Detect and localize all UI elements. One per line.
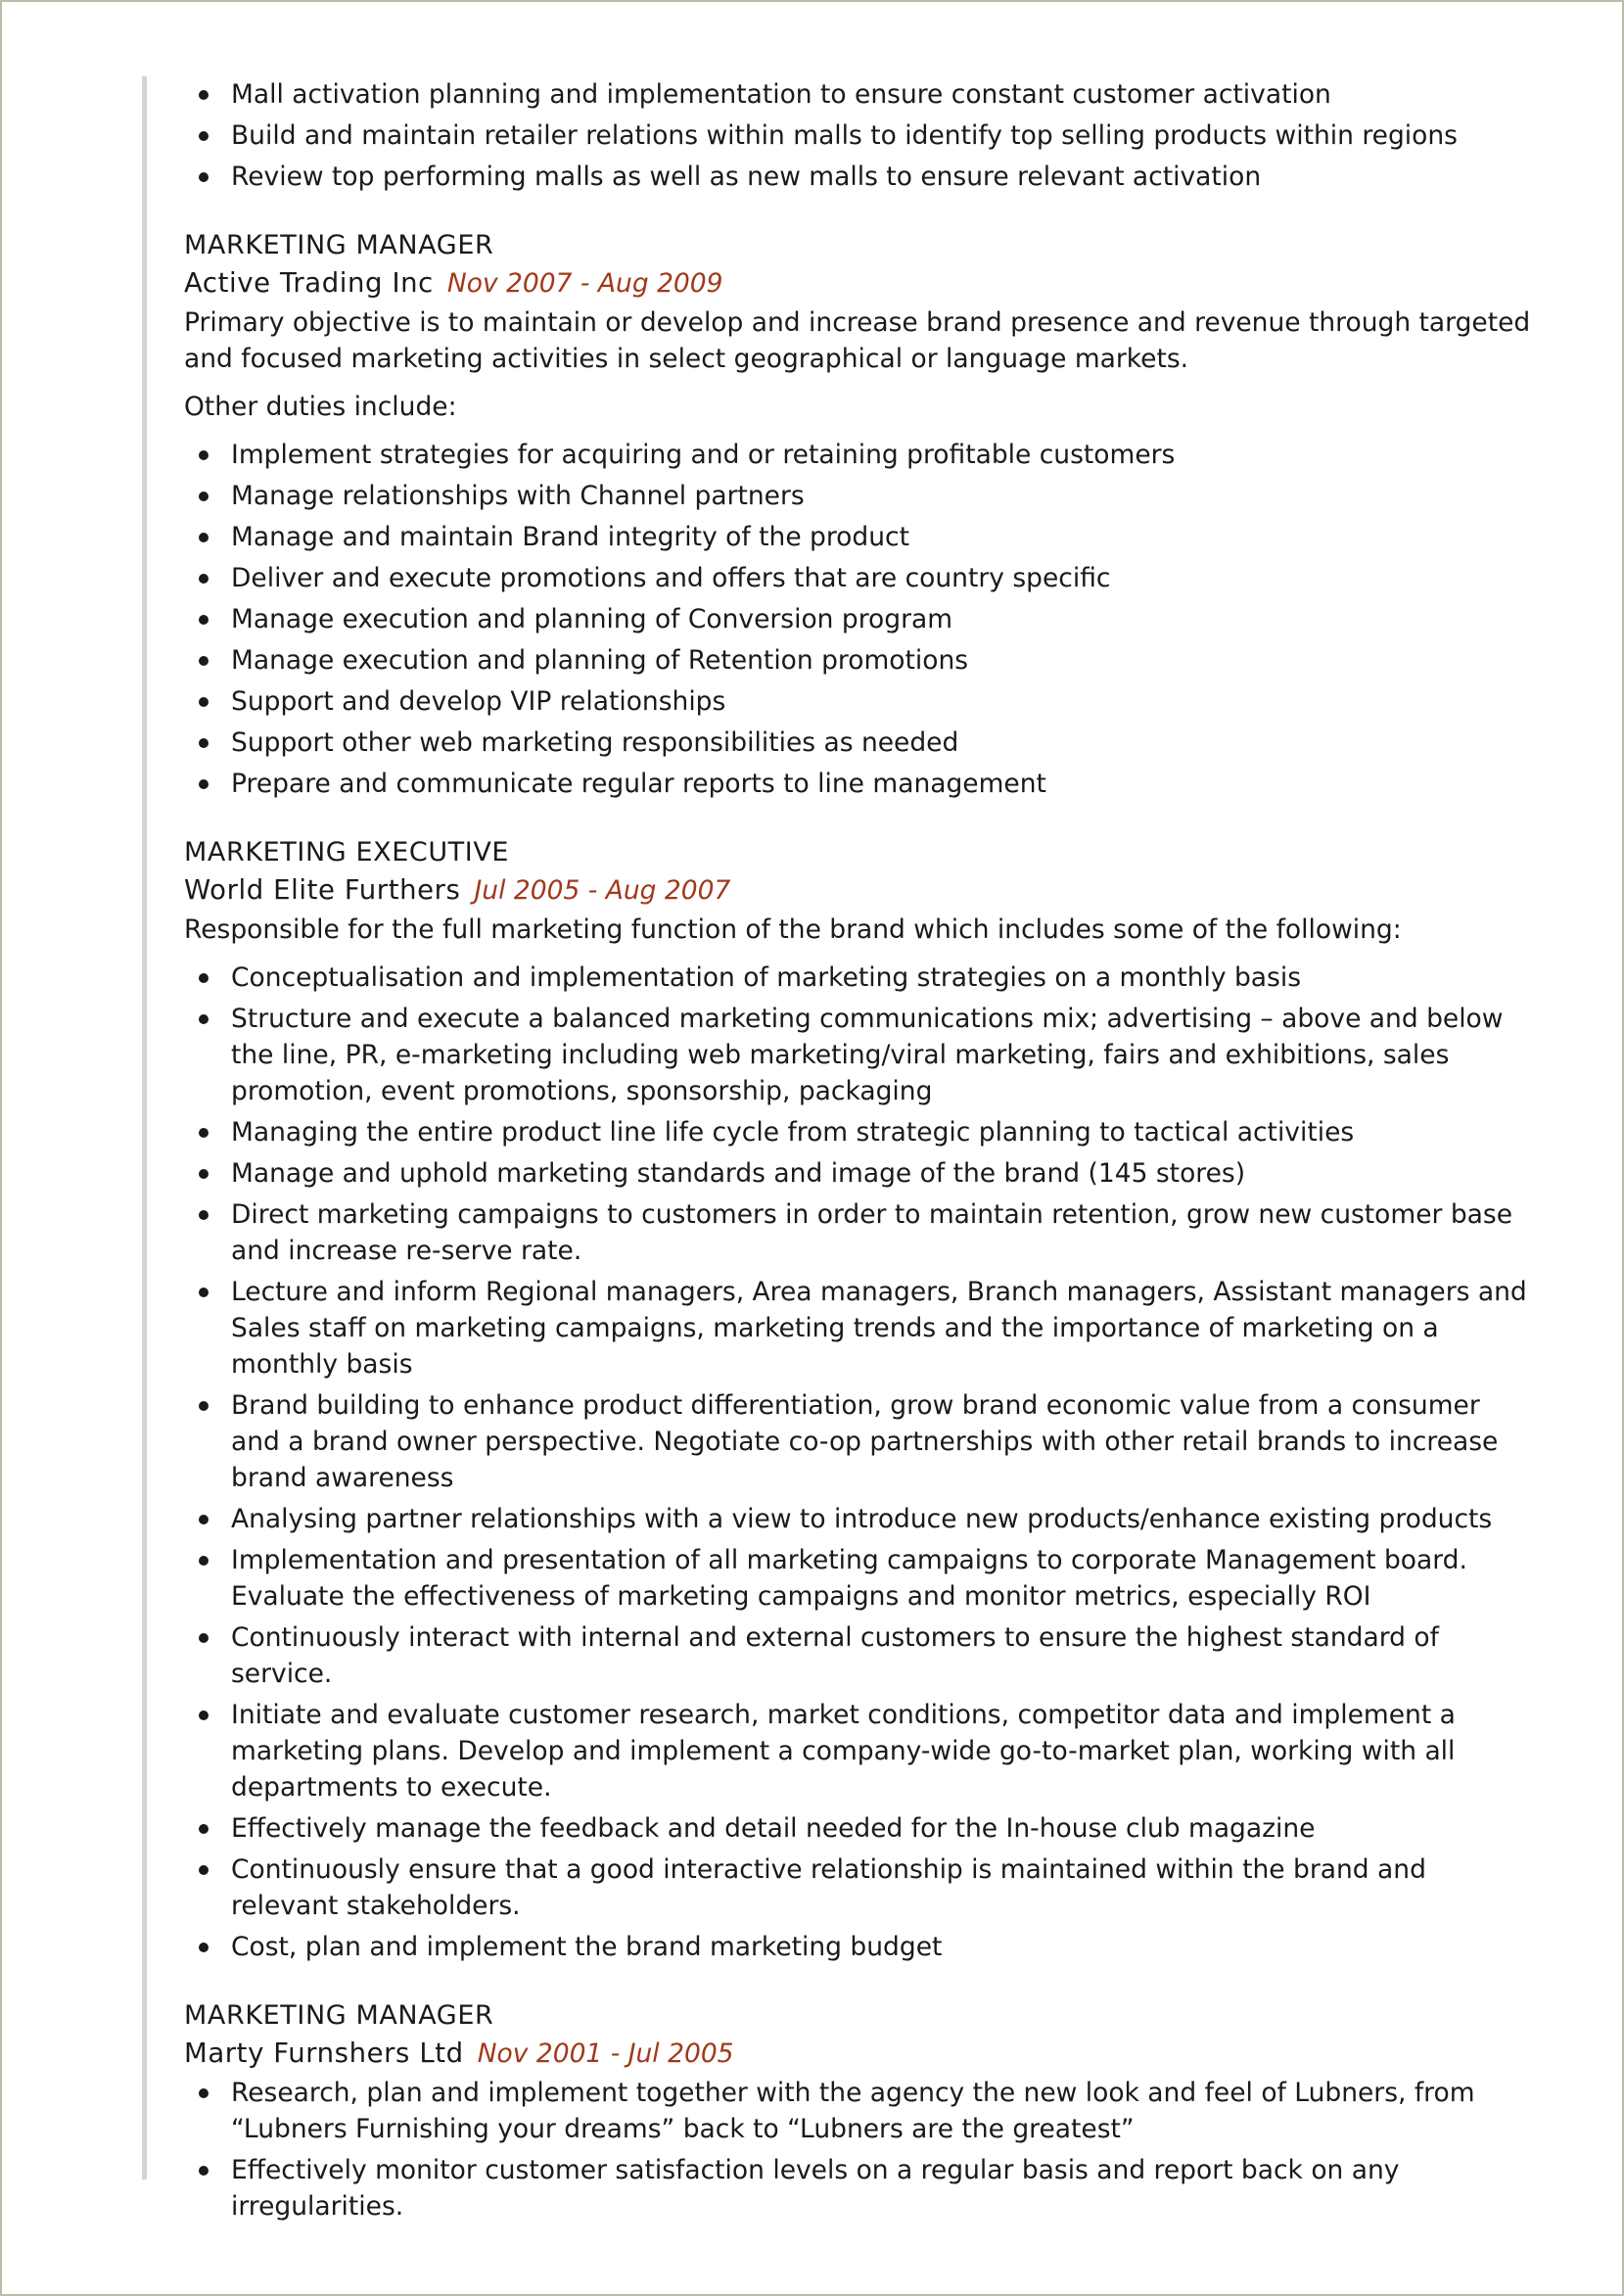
duties-list [184, 960, 1535, 1965]
list-item: Cost, plan and implement the brand marketing budget [184, 1929, 1535, 1965]
list-item: Direct marketing campaigns to customers in order to maintain retention, grow new customer base and increase re-serve rate. [184, 1196, 1535, 1269]
company-line [184, 871, 1535, 910]
list-item: Review top performing malls as well as new malls to ensure relevant activation [184, 159, 1535, 195]
duties-list [184, 2075, 1535, 2225]
company-line [184, 2035, 1535, 2073]
company-line [184, 264, 1535, 303]
carryover-bullet-list [184, 76, 1535, 195]
list-item: Build and maintain retailer relations within malls to identify top selling products within regions [184, 117, 1535, 154]
list-item: Manage and maintain Brand integrity of the product [184, 519, 1535, 555]
list-item: Manage and uphold marketing standards and image of the brand (145 stores) [184, 1155, 1535, 1192]
list-item: Effectively manage the feedback and detail needed for the In-house club magazine [184, 1810, 1535, 1847]
list-item: Support and develop VIP relationships [184, 683, 1535, 720]
list-item: Structure and execute a balanced marketing communications mix; advertising – above and below the line, PR, e-marketing including web marketing/viral marketing, fairs and exhibitions, sales promotion, event promotions, sponsorship, packaging [184, 1001, 1535, 1109]
list-item: Manage relationships with Channel partners [184, 478, 1535, 514]
job-entry-active-trading [184, 227, 1535, 802]
job-title: MARKETING EXECUTIVE [184, 837, 510, 867]
list-item: Lecture and inform Regional managers, Area managers, Branch managers, Assistant managers and Sales staff on marketing campaigns, marketing trends and the importance of marketing on a monthly basis [184, 1274, 1535, 1382]
employment-dates: Nov 2001 - Jul 2005 [477, 2038, 734, 2069]
list-item: Conceptualisation and implementation of marketing strategies on a monthly basis [184, 960, 1535, 996]
list-item: Manage execution and planning of Conversion program [184, 601, 1535, 637]
job-title: MARKETING MANAGER [184, 230, 494, 260]
duties-list [184, 437, 1535, 802]
list-item: Implementation and presentation of all marketing campaigns to corporate Management board. Evaluate the effectiveness of marketing campaigns and monitor metrics, especially ROI [184, 1542, 1535, 1615]
job-entry-marty-furnshers [184, 1997, 1535, 2225]
list-item: Support other web marketing responsibilities as needed [184, 725, 1535, 761]
job-summary: Responsible for the full marketing function of the brand which includes some of the following: [184, 914, 1402, 945]
list-item: Managing the entire product line life cycle from strategic planning to tactical activities [184, 1114, 1535, 1150]
list-item: Continuously ensure that a good interactive relationship is maintained within the brand and relevant stakeholders. [184, 1851, 1535, 1924]
resume-content [184, 76, 1535, 2229]
company-name: Marty Furnshers Ltd [184, 2038, 464, 2069]
company-name: Active Trading Inc [184, 267, 434, 299]
list-item: Analysing partner relationships with a view to introduce new products/enhance existing products [184, 1501, 1535, 1537]
job-title: MARKETING MANAGER [184, 2000, 494, 2031]
left-section-rule [142, 76, 147, 2179]
employment-dates: Nov 2007 - Aug 2009 [446, 268, 723, 299]
list-item: Research, plan and implement together with the agency the new look and feel of Lubners, from “Lubners Furnishing your dreams” back to “Lubners are the greatest” [184, 2075, 1535, 2147]
list-item: Prepare and communicate regular reports to line management [184, 766, 1535, 802]
list-item: Brand building to enhance product differentiation, grow brand economic value from a consumer and a brand owner perspective. Negotiate co-op partnerships with other retail brands to increase brand awareness [184, 1387, 1535, 1496]
list-item: Continuously interact with internal and external customers to ensure the highest standard of service. [184, 1619, 1535, 1692]
job-entry-world-elite [184, 834, 1535, 1965]
employment-dates: Jul 2005 - Aug 2007 [474, 875, 731, 906]
list-item: Implement strategies for acquiring and or retaining profitable customers [184, 437, 1535, 473]
job-summary: Primary objective is to maintain or develop and increase brand presence and revenue through targeted and focused marketing activities in select geographical or language markets. [184, 307, 1531, 374]
list-item: Mall activation planning and implementation to ensure constant customer activation [184, 76, 1535, 113]
list-item: Manage execution and planning of Retention promotions [184, 642, 1535, 679]
list-item: Deliver and execute promotions and offers that are country specific [184, 560, 1535, 596]
list-item: Initiate and evaluate customer research, market conditions, competitor data and implement a marketing plans. Develop and implement a company-wide go-to-market plan, working with all departments to execute. [184, 1697, 1535, 1805]
job-intro: Other duties include: [184, 392, 457, 422]
list-item: Effectively monitor customer satisfaction levels on a regular basis and report back on any irregularities. [184, 2152, 1535, 2225]
company-name: World Elite Furthers [184, 874, 461, 906]
